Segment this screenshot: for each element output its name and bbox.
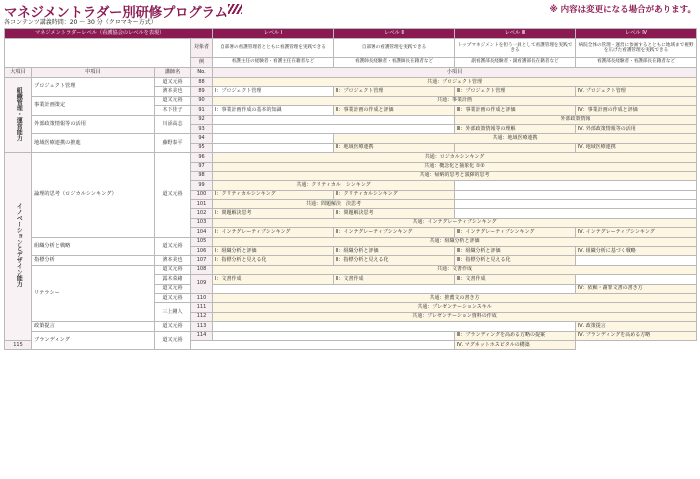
row-no: 98 (191, 171, 213, 180)
mid-item: プロジェクト管理 (32, 78, 155, 97)
mid-item: ブランディング (32, 331, 155, 350)
small-item: 外部政策情報 (455, 115, 697, 124)
lecturer: 川添高志 (155, 115, 191, 134)
lecturer: 道又元裕 (155, 284, 191, 293)
table-row (5, 322, 697, 331)
program-table (4, 28, 697, 350)
lecturer: 木下佳子 (155, 106, 191, 115)
level-3-header: レベル Ⅲ (455, 29, 576, 39)
row-no: 91 (191, 106, 213, 115)
col-small-item: 小項目 (213, 68, 697, 78)
lecturer: 道又元裕 (155, 265, 191, 274)
small-item: Ⅲ：プロジェクト管理 (455, 87, 576, 96)
row-no: 95 (191, 143, 213, 152)
small-item: Ⅰ：問題解決思考 (213, 209, 334, 218)
small-item: Ⅳ. 組織分析に基づく戦略 (576, 247, 697, 256)
small-item: Ⅳ. マグネットホスピタルの構築 (455, 340, 576, 349)
mid-item: 論理的思考（ロジカルシンキング） (32, 153, 155, 238)
small-item: Ⅳ：依頼・謝罪文書の書き方 (576, 284, 697, 293)
small-item: Ⅲ：外部政策情報等の理解 (455, 124, 576, 133)
target-level-4: 病院全体の管理・運営に参画するとともに地域まで視野を広げた看護管理を実践できる (576, 39, 697, 58)
level-1-header: レベル Ⅰ (213, 29, 334, 39)
small-item: 共通：推薦文の書き方 (213, 293, 697, 302)
lecturer: 道又元裕 (155, 293, 191, 302)
lecturer: 道又元裕 (155, 237, 191, 256)
small-item: Ⅱ：インテグレーティブシンキング (334, 228, 455, 237)
target-level-3: トップマネジメントを担う一員として看護管理を実践できる (455, 39, 576, 58)
lecturer: 露木菜緒 (155, 275, 191, 284)
small-item: Ⅳ：事業計画の作成と評価 (576, 106, 697, 115)
row-no: 92 (191, 115, 213, 124)
row-no: 96 (191, 153, 213, 162)
col-lecturer: 講師名 (155, 68, 191, 78)
small-item: Ⅲ：ブランディングを高める方略の提案 (455, 331, 576, 340)
small-item: 共通：地域医療連携 (334, 134, 697, 143)
small-item: Ⅲ：事業計画の作成と評価 (455, 106, 576, 115)
row-no: 112 (191, 312, 213, 321)
mid-item: 事業計画策定 (32, 96, 155, 115)
row-no: 104 (191, 228, 213, 237)
small-item: 共通：インテグレーティブシンキング (213, 218, 697, 227)
table-row (5, 237, 697, 246)
col-mid-item: 中項目 (32, 68, 155, 78)
row-no: 105 (191, 237, 213, 246)
small-item: 共通：問題解決 決思考 (213, 200, 455, 209)
table-row (5, 256, 697, 265)
example-level-4: 看護部長経験者・看護部長在籍者など (576, 58, 697, 68)
row-no: 99 (191, 181, 213, 190)
change-notice: ※ 内容は変更になる場合があります。 (549, 5, 696, 15)
row-no: 109 (191, 275, 213, 294)
level-2-header: レベル Ⅱ (334, 29, 455, 39)
small-item: Ⅳ. 外部政策情報等の活用 (576, 124, 697, 133)
row-no: 90 (191, 96, 213, 105)
small-item: 共通：プレゼンテーションスキル (213, 303, 697, 312)
level-header-row (5, 29, 697, 39)
mid-item: リテラシー (32, 265, 155, 321)
target-level-2: 自部署の看護管理を実践できる (334, 39, 455, 58)
small-item: Ⅰ：組織分析と評価 (213, 247, 334, 256)
col-big-item: 大項目 (5, 68, 32, 78)
small-item: Ⅱ：問題解決思考 (334, 209, 455, 218)
row-no: 102 (191, 209, 213, 218)
row-no: 111 (191, 303, 213, 312)
small-item: Ⅰ：プロジェクト管理 (213, 87, 334, 96)
small-item: Ⅱ：プロジェクト管理 (334, 87, 455, 96)
table-row (5, 134, 697, 143)
title-stripes (228, 4, 242, 14)
small-item: Ⅲ：文書作成 (455, 275, 576, 284)
row-no: 108 (191, 265, 213, 274)
row-no: 94 (191, 134, 213, 143)
small-item: 共通：概念化と抽象化 ①② (213, 162, 697, 171)
table-row (5, 265, 697, 274)
small-item: Ⅰ：クリティカルシンキング (213, 190, 334, 199)
small-item: Ⅲ：組織分析と評価 (455, 247, 576, 256)
row-no: 113 (191, 322, 213, 331)
lecturer: 道又元裕 (155, 331, 191, 350)
target-level-1: 自部署の看護管理者とともに看護管理を実践できる (213, 39, 334, 58)
ladder-label: マネジメントラダーレベル（看護協会のレベルを表現） (5, 29, 213, 39)
mid-item: 指標分析 (32, 256, 155, 265)
small-item: Ⅱ：地域医療連携 (334, 143, 455, 152)
small-item: Ⅰ：文書作成 (213, 275, 334, 284)
row-no: 107 (191, 256, 213, 265)
mid-item: 政策提言 (32, 322, 155, 331)
lecture-time-note: 各コンテンツ講義時間：20 〜 30 分（クロマキー方式） (4, 19, 157, 26)
lecturer: 道又元裕 (155, 153, 191, 238)
row-no: 101 (191, 200, 213, 209)
lecturer: 藤野泰平 (155, 134, 191, 153)
lecturer: 濱本美也 (155, 87, 191, 96)
small-item: Ⅱ：指標分析と見える化 (334, 256, 455, 265)
small-item: 共通：ロジカルシンキング (213, 153, 697, 162)
row-no: 103 (191, 218, 213, 227)
row-no: 97 (191, 162, 213, 171)
small-item: 共通：文書作成 (213, 265, 697, 274)
small-item: Ⅲ：インテグレーティブシンキング (455, 228, 576, 237)
lecturer: 道又元裕 (155, 322, 191, 331)
target-label: 対象者 (191, 39, 213, 58)
small-item: Ⅰ：事業計画作成の基本的知識 (213, 106, 334, 115)
small-item: Ⅱ：文書作成 (334, 275, 455, 284)
mid-item: 外部政策情報等の活用 (32, 115, 155, 134)
mid-item: 地域医療連携の推進 (32, 134, 155, 153)
small-item: 共通：プレゼンテーション資料の作成 (213, 312, 697, 321)
lecturer: 濱本美也 (155, 256, 191, 265)
row-no: 115 (5, 340, 32, 349)
row-no: 89 (191, 87, 213, 96)
small-item: Ⅳ. プロジェクト管理 (576, 87, 697, 96)
column-header-row (5, 68, 697, 78)
small-item: 共通：プロジェクト管理 (213, 78, 697, 87)
table-row (5, 331, 697, 340)
mid-item: 組織分析と戦略 (32, 237, 155, 256)
row-no: 106 (191, 247, 213, 256)
table-row (5, 153, 697, 162)
small-item: Ⅰ：インテグレーティブシンキング (213, 228, 334, 237)
small-item: Ⅳ. ブランディングを高める方略 (576, 331, 697, 340)
lecturer: 三上剛人 (155, 303, 191, 322)
row-no: 114 (191, 331, 213, 340)
small-item: Ⅱ：クリティカルシンキング (334, 190, 455, 199)
small-item: Ⅰ：指標分析と見える化 (213, 256, 334, 265)
table-row (5, 115, 697, 124)
table-row (5, 96, 697, 105)
col-no: No. (191, 68, 213, 78)
program-table-wrapper (4, 28, 697, 350)
category-org: 組織管理・運営能力 (5, 78, 32, 153)
lecturer: 道又元裕 (155, 96, 191, 105)
example-row (5, 58, 697, 68)
small-item: 共通：帰納的思考と演繹的思考 (213, 171, 697, 180)
target-row (5, 39, 697, 58)
small-item: Ⅲ：指標分析と見える化 (455, 256, 576, 265)
small-item: Ⅳ. 地域医療連携 (576, 143, 697, 152)
lecturer: 道又元裕 (155, 78, 191, 87)
small-item: 共通：クリティカル シンキング (213, 181, 455, 190)
small-item: Ⅳ. インテグレーティブシンキング (576, 228, 697, 237)
example-level-1: 看護主任の経験者・看護主任在籍者など (213, 58, 334, 68)
small-item: Ⅱ：事業計画の作成と評価 (334, 106, 455, 115)
level-4-header: レベル Ⅳ (576, 29, 697, 39)
row-no: 88 (191, 78, 213, 87)
row-no: 100 (191, 190, 213, 199)
table-row (5, 78, 697, 87)
example-label: 例 (191, 58, 213, 68)
example-level-3: 副看護部長経験者・副看護部長在籍者など (455, 58, 576, 68)
page-title: マネジメントラダー別研修プログラム (4, 5, 228, 21)
row-no: 93 (191, 124, 213, 133)
example-level-2: 看護師長経験者・看護師長在籍者など (334, 58, 455, 68)
row-no: 110 (191, 293, 213, 302)
small-item: 共通：組織分析と評価 (213, 237, 697, 246)
small-item: Ⅳ. 政策提言 (576, 322, 697, 331)
small-item: 共通：事業計画 (213, 96, 697, 105)
small-item: Ⅱ：組織分析と評価 (334, 247, 455, 256)
category-innov: イノベーションとデザイン能力 (5, 153, 32, 341)
